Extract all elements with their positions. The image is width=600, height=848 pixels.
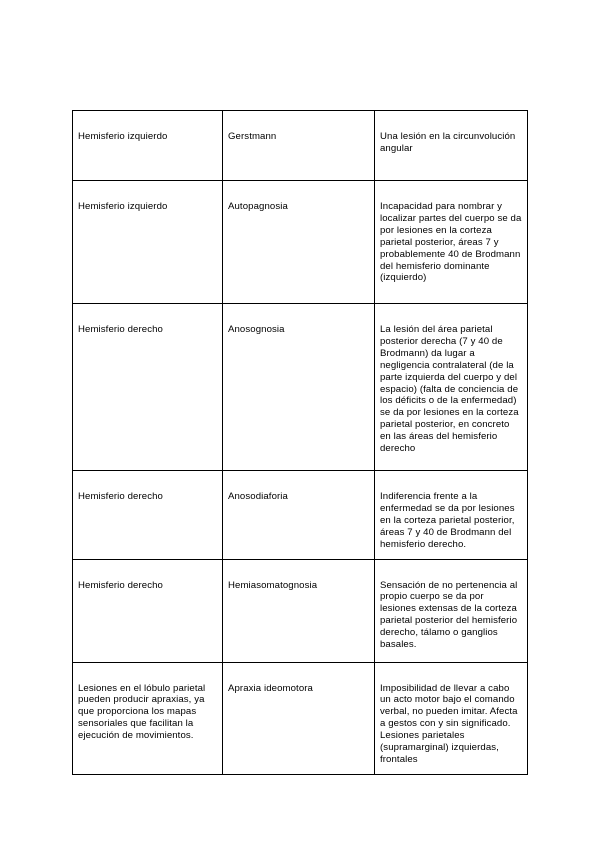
table-row [73, 111, 528, 181]
description-cell: Una lesión en la circunvolución angular [375, 111, 528, 181]
hemisphere-cell: Hemisferio derecho [73, 559, 223, 662]
syndrome-cell: Autopagnosia [223, 181, 375, 304]
description-cell: Indiferencia frente a la enfermedad se da por lesiones en la corteza parietal posterior, áreas 7 y 40 de Brodmann del hemisferio derecho. [375, 471, 528, 560]
syndrome-cell: Anosognosia [223, 304, 375, 471]
description-cell: Sensación de no pertenencia al propio cuerpo se da por lesiones extensas de la corteza parietal posterior del hemisferio derecho, tálamo o ganglios basales. [375, 559, 528, 662]
table-row [73, 559, 528, 662]
table-row [73, 181, 528, 304]
description-cell: La lesión del área parietal posterior derecha (7 y 40 de Brodmann) da lugar a negligencia contralateral (de la parte izquierda del cuerpo y del espacio) (falta de conciencia de los déficits o de la enfermedad) se da por lesiones en la corteza parietal posterior, en concreto en las áreas del hemisferio derecho [375, 304, 528, 471]
table-row [73, 471, 528, 560]
hemisphere-cell: Hemisferio derecho [73, 304, 223, 471]
syndrome-cell: Gerstmann [223, 111, 375, 181]
syndrome-cell: Hemiasomatognosia [223, 559, 375, 662]
hemisphere-cell: Hemisferio derecho [73, 471, 223, 560]
hemisphere-cell: Hemisferio izquierdo [73, 181, 223, 304]
table-row [73, 304, 528, 471]
table-row [73, 662, 528, 774]
description-cell: Imposibilidad de llevar a cabo un acto motor bajo el comando verbal, no pueden imitar. Afecta a gestos con y sin significado. Lesiones parietales (supramarginal) izquierdas, frontales [375, 662, 528, 774]
description-cell: Incapacidad para nombrar y localizar partes del cuerpo se da por lesiones en la corteza parietal posterior, áreas 7 y probablemente 40 de Brodmann del hemisferio dominante (izquierdo) [375, 181, 528, 304]
hemisphere-cell: Lesiones en el lóbulo parietal pueden producir apraxias, ya que proporciona los mapas sensoriales que facilitan la ejecución de movimientos. [73, 662, 223, 774]
hemisphere-cell: Hemisferio izquierdo [73, 111, 223, 181]
syndrome-cell: Apraxia ideomotora [223, 662, 375, 774]
syndrome-table [72, 110, 528, 775]
syndrome-cell: Anosodiaforia [223, 471, 375, 560]
